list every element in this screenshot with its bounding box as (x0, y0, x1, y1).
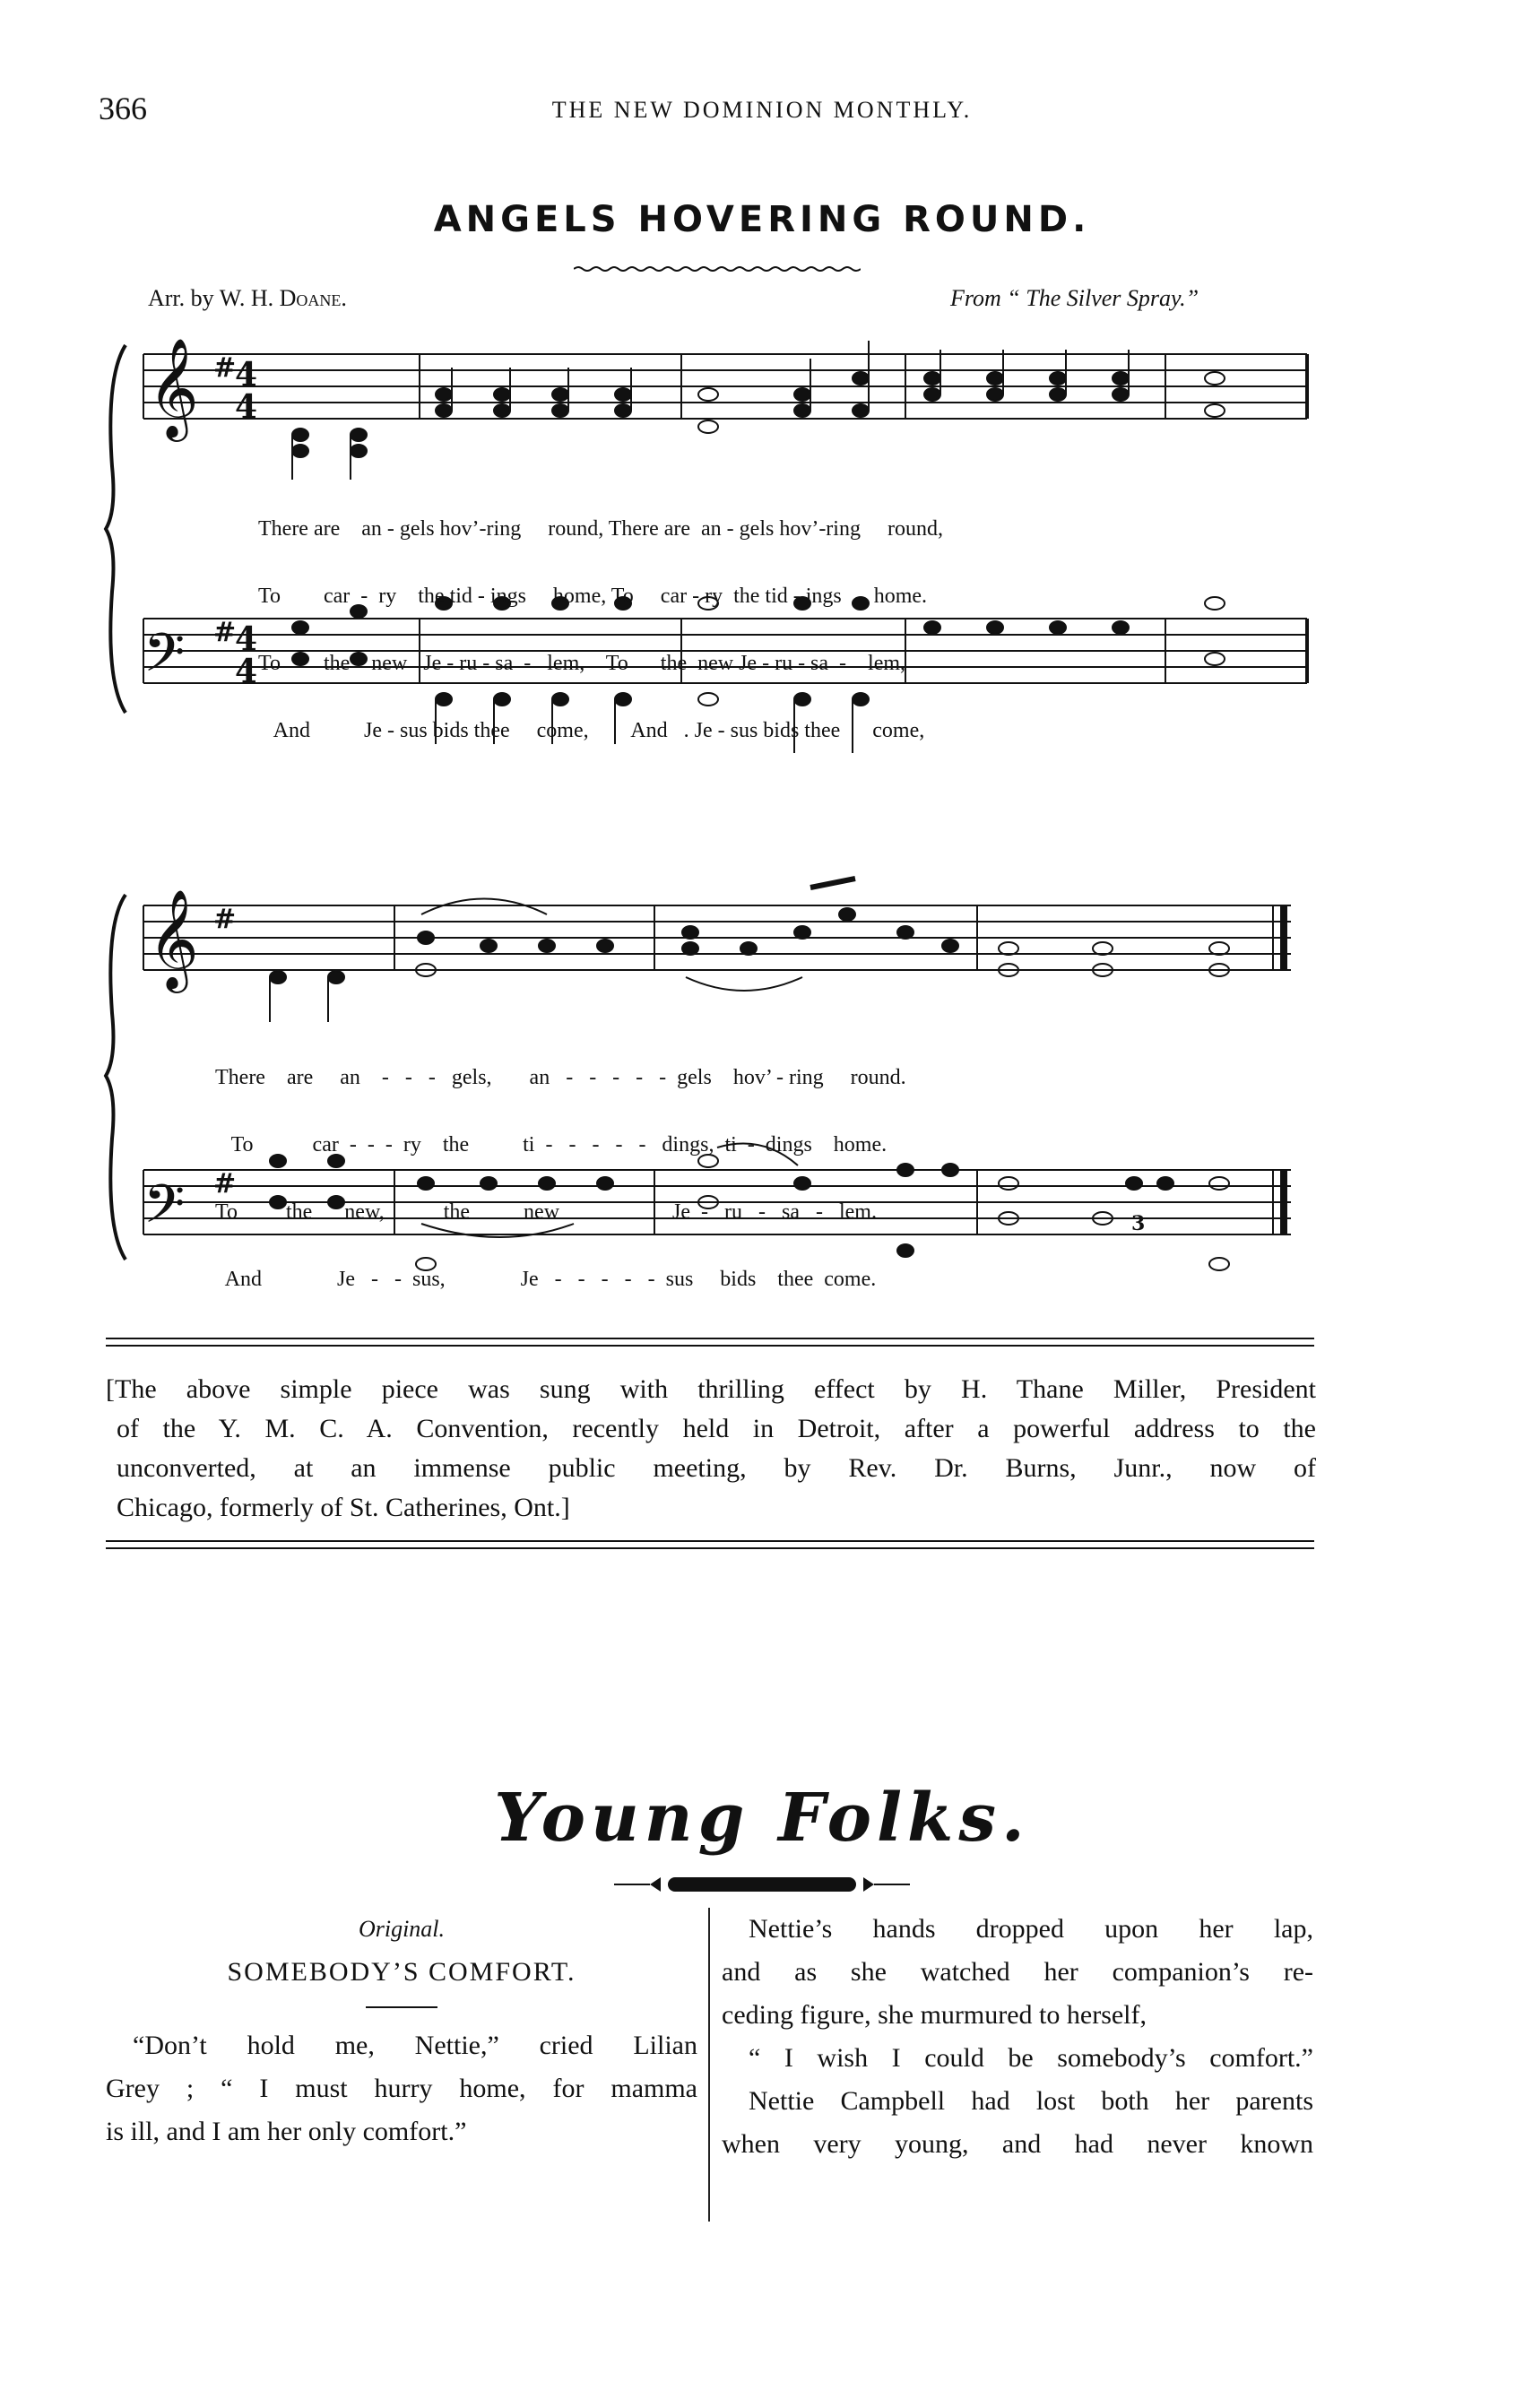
story-left-column: Original. SOMEBODY’S COMFORT. “Don’t hold me, Nettie,” cried Lilian Grey ; “ I must hurry home, for mamma is ill, and I am her only comfort.” (106, 1908, 697, 2153)
running-title: THE NEW DOMINION MONTHLY. (551, 97, 973, 123)
section-ornament (614, 1874, 910, 1895)
page-number: 366 (99, 91, 147, 126)
time-signature-bottom: 4 (235, 388, 258, 426)
note-bottom-rule-2 (106, 1547, 1314, 1549)
svg-text:4: 4 (235, 620, 258, 658)
svg-text:#: # (213, 1168, 237, 1200)
song-title: ANGELS HOVERING ROUND. (433, 199, 1091, 240)
bass-clef-icon: 𝄢 (143, 1173, 186, 1248)
story-right-column: Nettie’s hands dropped upon her lap, and as she watched her companion’s re- ceding figure, she murmured to herself, “ I wish I could be somebody’s comfort.” Nettie Campbell had lost both her parents when very young, and had never known (722, 1914, 1313, 2159)
note-top-rule-2 (106, 1345, 1314, 1347)
system2-treble-staff (143, 905, 1291, 970)
system1-treble-staff (143, 354, 1307, 419)
treble-clef-icon: 𝄞 (148, 337, 199, 437)
song-note: [The above simple piece was sung with thrilling effect by H. Thane Miller, President of the Y. M. C. A. Convention, recently held in Detroit, after a powerful address to the unconverted, at an immense public meeting, by Rev. Dr. Burns, Junr., now of Chicago, formerly of St. Catherines, Ont.] (106, 1374, 1316, 1522)
svg-text:#: # (213, 904, 237, 935)
treble-clef-icon: 𝄞 (148, 888, 199, 989)
triplet-mark: 3 (1131, 1212, 1146, 1235)
note-top-rule (106, 1338, 1314, 1339)
story-rule (366, 2006, 437, 2008)
time-signature-top: 4 (235, 356, 258, 394)
svg-text:4: 4 (235, 653, 258, 690)
system2-treble-notes (270, 879, 1229, 1022)
arranger-credit: Arr. by W. H. Doane. (148, 285, 347, 311)
note-bottom-rule (106, 1540, 1314, 1542)
source-credit: From “ The Silver Spray.” (950, 285, 1199, 311)
section-title: Young Folks. (494, 1780, 1030, 1857)
system1-treble-notes (292, 341, 1225, 480)
bass-clef-icon: 𝄢 (143, 621, 186, 697)
svg-text:#: # (213, 352, 237, 384)
story-label: Original. (358, 1916, 446, 1942)
column-divider (708, 1908, 710, 2222)
svg-text:#: # (213, 617, 237, 648)
system1-lyrics: There are an - gels hov’-ring round, There are an - gels hov’-ring round, To car - ry the tid - ings home, To car - ry the tid - ings home. To the new Je - ru - sa - lem, To the new Je - ru - sa - lem, And Je - sus bids thee come, And . Je - sus bids thee come, (258, 517, 943, 742)
system2-lyrics: There are an - - - gels, an - - - - - gels hov’ - ring round. To car - - - ry the ti - - - - - dings, ti - dings home. To the new, the new Je - ru - sa - lem. And Je - - sus, Je - - - - - sus bids thee come. (215, 1066, 906, 1291)
story-title: SOMEBODY’S COMFORT. (227, 1957, 576, 1987)
